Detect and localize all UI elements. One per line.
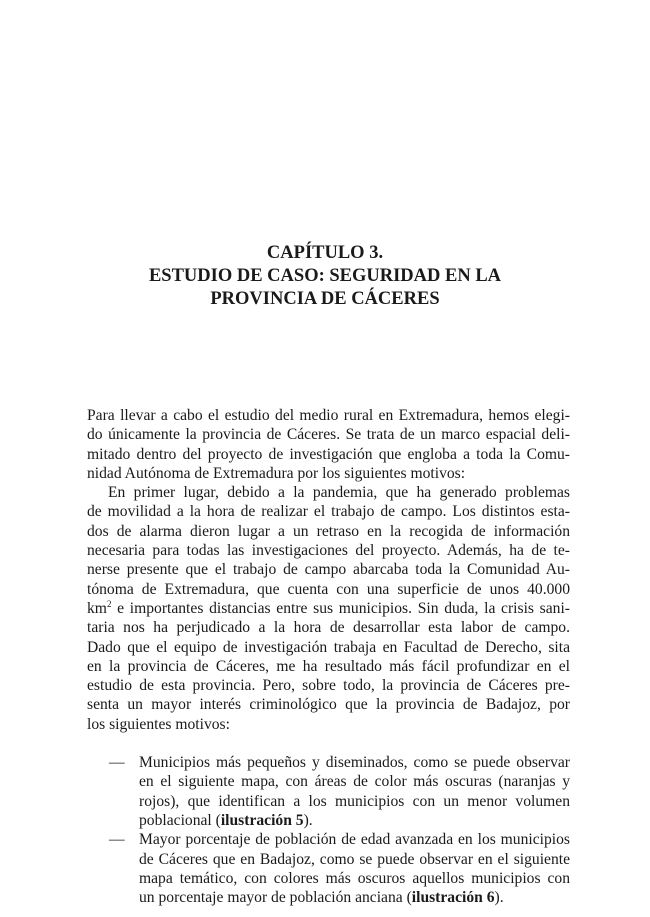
text-line <box>87 599 570 618</box>
chapter-number: CAPÍTULO 3. <box>266 243 384 263</box>
body-text <box>87 406 570 907</box>
text-line: Mayor porcentaje de población de edad avanzada en los municipios <box>139 831 570 849</box>
text-line: Para llevar a cabo el estudio del medio rural en Extremadura, hemos elegi- <box>87 407 570 424</box>
text-fragment: poblacional ( <box>139 811 221 829</box>
text-line: nerse presente que el trabajo de campo abarcaba toda la Comunidad Au- <box>87 561 570 579</box>
text-line: en el siguiente mapa, con áreas de color más oscuras (naranjas y <box>139 773 570 791</box>
em-dash-bullet: — <box>109 754 125 772</box>
text-line: do únicamente la provincia de Cáceres. Se trata de un marco espacial deli- <box>87 426 570 444</box>
text-line: necesaria para todas las investigaciones del proyecto. Además, ha de te- <box>87 542 570 560</box>
text-line: en la provincia de Cáceres, me ha resultado más fácil profundizar en el <box>87 657 570 675</box>
text-fragment: e importantes distancias entre sus municipios. Sin duda, la crisis sani- <box>111 599 570 617</box>
text-line: nidad Autónoma de Extremadura por los siguientes motivos: <box>87 464 466 482</box>
text-line: estudio de esta provincia. Pero, sobre todo, la provincia de Cáceres pre- <box>87 677 570 695</box>
figure-reference: ilustración 6 <box>411 889 495 907</box>
text-line: tónoma de Extremadura, que cuenta con una superficie de unos 40.000 <box>87 580 570 598</box>
text-fragment: un porcentaje mayor de población anciana ( <box>139 889 412 907</box>
text-line: En primer lugar, debido a la pandemia, que ha generado problemas <box>108 484 570 502</box>
text-line: dos de alarma dieron lugar a un retraso en la recogida de información <box>87 522 570 540</box>
chapter-heading <box>60 242 590 311</box>
text-line <box>139 888 570 907</box>
text-line: senta un mayor interés criminológico que la provincia de Badajoz, por <box>87 696 570 714</box>
text-line: rojos), que identifican a los municipios con un menor volumen <box>139 792 570 810</box>
motives-list <box>87 753 570 907</box>
unit-km: km <box>87 599 107 617</box>
text-line: de Cáceres que en Badajoz, como se puede observar en el siguiente <box>139 850 570 868</box>
text-line: mapa temático, con colores más oscuros aquellos municipios con <box>139 869 570 887</box>
text-line: taria nos ha perjudicado a la hora de desarrollar esta labor de campo. <box>87 619 570 637</box>
text-line: de movilidad a la hora de realizar el trabajo de campo. Los distintos esta- <box>87 503 570 521</box>
figure-reference: ilustración 5 <box>220 811 304 829</box>
em-dash-bullet: — <box>109 831 125 849</box>
text-line: los siguientes motivos: <box>87 715 230 733</box>
chapter-title-line-1: ESTUDIO DE CASO: SEGURIDAD EN LA <box>148 266 502 286</box>
reasons-paragraph <box>87 483 570 734</box>
text-fragment: ). <box>303 811 313 829</box>
text-line: Municipios más pequeños y diseminados, como se puede observar <box>139 754 570 772</box>
text-line: Dado que el equipo de investigación trabaja en Facultad de Derecho, sita <box>87 638 570 656</box>
text-fragment: ). <box>494 889 504 907</box>
text-line: mitado dentro del proyecto de investigación que engloba a toda la Comu- <box>87 445 570 463</box>
text-line <box>139 811 570 830</box>
intro-paragraph <box>87 406 570 483</box>
list-item <box>87 753 570 830</box>
list-item <box>87 830 570 907</box>
unit-superscript: 2 <box>106 598 112 609</box>
chapter-title-line-2: PROVINCIA DE CÁCERES <box>210 289 440 309</box>
